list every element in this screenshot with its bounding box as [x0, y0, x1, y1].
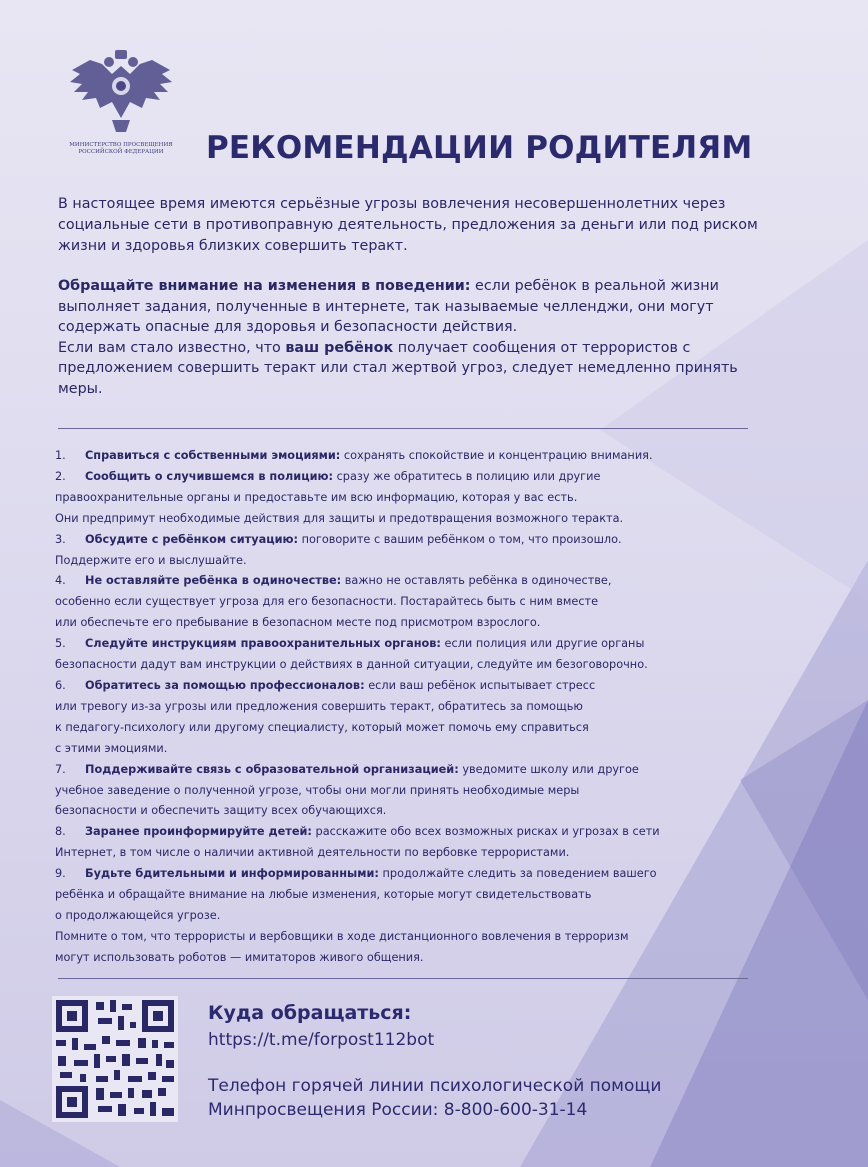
step-line [55, 822, 775, 843]
divider-bottom [58, 978, 748, 979]
page-title: РЕКОМЕНДАЦИИ РОДИТЕЛЯМ [206, 130, 753, 166]
step-text: поговорите с вашим ребёнком о том, что произошло. [298, 532, 622, 546]
step-text: учебное заведение о полученной угрозе, чтобы они могли принять необходимые меры [55, 783, 580, 797]
step-number: 8. [55, 825, 66, 839]
step-text: или тревогу из-за угрозы или предложения совершить теракт, обратитесь за помощью [55, 699, 583, 713]
step-text: особенно если существует угроза для его безопасности. Постарайтесь быть с ним вместе [55, 595, 599, 609]
step-text: если полиция или другие органы [440, 637, 645, 651]
step-item [55, 571, 775, 634]
step-item [55, 446, 775, 467]
step-line [55, 467, 775, 488]
step-item [55, 467, 775, 530]
step-number: 5. [55, 637, 66, 651]
child-end: получает сообщения от террористов с предложением совершить теракт или стал жертвой угроз, следует немедленно принять меры. [58, 339, 738, 397]
hotline-phone: Минпросвещения России: 8-800-600-31-14 [208, 1100, 588, 1120]
closing-note [55, 927, 775, 969]
closing-text: Помните о том, что террористы и вербовщики в ходе дистанционного вовлечения в терроризм [55, 929, 629, 943]
step-heading: Не оставляйте ребёнка в одиночестве: [85, 574, 342, 588]
step-text: уведомите школу или другое [458, 762, 639, 776]
behavior-text: если ребёнок в реальной жизни выполняет задания, полученные в интернете, так называемые челленджи, они могут содержать опасные для здоровья и безопасности действия. [58, 278, 719, 335]
step-heading: Поддерживайте связь с образовательной организацией: [85, 762, 459, 776]
closing-text: могут использовать роботов — имитаторов живого общения. [55, 950, 424, 964]
step-number: 9. [55, 867, 66, 881]
contact-link[interactable]: https://t.me/forpost112bot [208, 1030, 435, 1050]
step-text: или обеспечьте его пребывание в безопасном месте под присмотром взрослого. [55, 616, 541, 630]
step-line [55, 864, 775, 885]
step-text: ребёнка и обращайте внимание на любые изменения, которые могут свидетельствовать [55, 888, 592, 902]
step-text: расскажите обо всех возможных рисках и угрозах в сети [311, 825, 660, 839]
step-item [55, 760, 775, 823]
step-text: продолжайте следить за поведением вашего [378, 867, 657, 881]
step-text: безопасности и обеспечить защиту всех обучающихся. [55, 804, 387, 818]
behavior-bold: Обращайте внимание на изменения в поведении: [58, 278, 471, 294]
step-heading: Будьте бдительными и информированными: [85, 867, 379, 881]
step-text: о продолжающейся угрозе. [55, 908, 221, 922]
child-paragraph [58, 338, 770, 400]
step-line [55, 634, 775, 655]
step-heading: Справиться с собственными эмоциями: [85, 449, 341, 462]
step-number: 7. [55, 762, 66, 776]
behavior-paragraph [58, 276, 770, 338]
step-heading: Сообщить о случившемся в полицию: [85, 469, 333, 483]
child-start: Если вам стало известно, что [58, 339, 286, 356]
step-text: правоохранительные органы и предоставьте им всю информацию, которая у вас есть. [55, 490, 578, 504]
step-line [55, 760, 775, 781]
step-line [55, 446, 775, 467]
step-line [55, 571, 775, 592]
step-item [55, 634, 775, 676]
step-text: если ваш ребёнок испытывает стресс [364, 678, 596, 692]
step-number: 6. [55, 678, 66, 692]
step-line [55, 676, 775, 697]
step-line [55, 530, 775, 551]
step-text: Они предпримут необходимые действия для защиты и предотвращения возможного теракта. [55, 511, 624, 525]
qr-code-icon [52, 996, 178, 1122]
behavior-section [58, 276, 770, 399]
step-text: сразу же обратитесь в полицию или другие [332, 469, 601, 483]
step-number: 3. [55, 532, 66, 546]
divider-top [58, 428, 748, 429]
child-bold: ваш ребёнок [285, 339, 394, 356]
step-text: с этими эмоциями. [55, 741, 168, 755]
ministry-name: МИНИСТЕРСТВО ПРОСВЕЩЕНИЯ РОССИЙСКОЙ ФЕДЕРАЦИИ [69, 142, 173, 155]
step-heading: Следуйте инструкциям правоохранительных органов: [85, 637, 441, 651]
step-text: Интернет, в том числе о наличии активной деятельности по вербовке террористами. [55, 846, 570, 860]
emblem-icon [62, 48, 180, 138]
step-item [55, 676, 775, 760]
contact-title: Куда обращаться: [208, 1002, 412, 1024]
step-text: сохранять спокойствие и концентрацию внимания. [340, 449, 653, 462]
step-text: Поддержите его и выслушайте. [55, 553, 247, 567]
step-text: важно не оставлять ребёнка в одиночестве, [341, 574, 612, 588]
step-number: 1. [55, 449, 66, 462]
intro-text: В настоящее время имеются серьёзные угрозы вовлечения несовершеннолетних через социальные сети в противоправную деятельность, предложения за деньги или под риском жизни и здоровья близких совершить теракт. [58, 196, 758, 254]
step-item [55, 530, 775, 572]
step-number: 2. [55, 469, 66, 483]
step-text: безопасности дадут вам инструкции о действиях в данной ситуации, следуйте им безоговорочно. [55, 658, 648, 672]
step-number: 4. [55, 574, 66, 588]
step-text: к педагогу-психологу или другому специалисту, который может помочь ему справиться [55, 720, 589, 734]
step-heading: Обсудите с ребёнком ситуацию: [85, 532, 298, 546]
hotline-info [208, 1074, 661, 1122]
step-heading: Заранее проинформируйте детей: [85, 825, 312, 839]
step-heading: Обратитесь за помощью профессионалов: [85, 678, 365, 692]
steps-list [55, 446, 775, 969]
step-item [55, 864, 775, 927]
step-item [55, 822, 775, 864]
hotline-line: Телефон горячей линии психологической помощи [208, 1076, 662, 1096]
